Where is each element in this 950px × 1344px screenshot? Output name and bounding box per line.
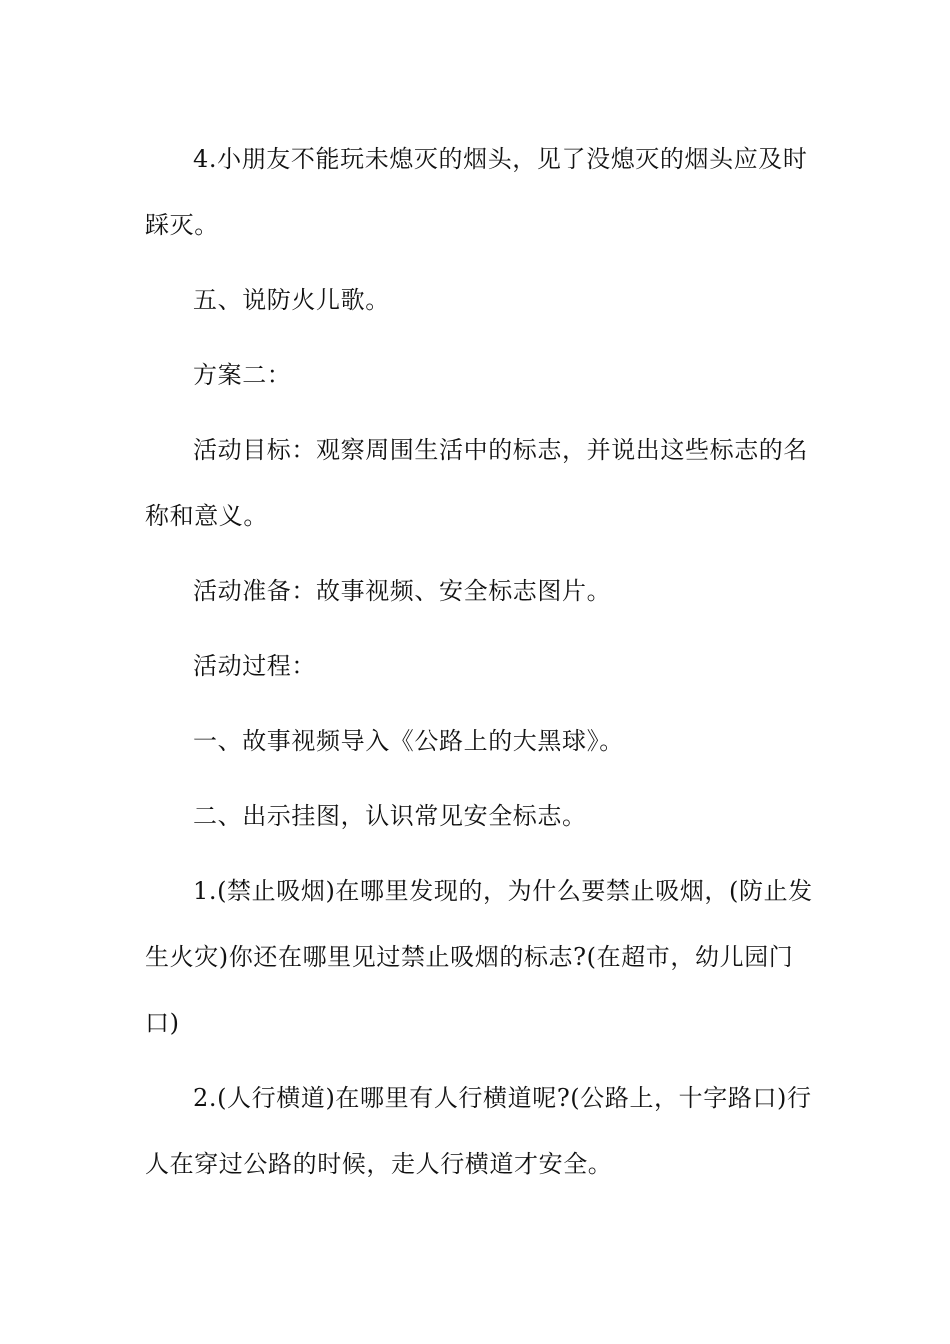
- paragraph-step-two: [145, 783, 810, 849]
- text-line: 人在穿过公路的时候，走人行横道才安全。: [145, 1150, 613, 1178]
- text-line: 方案二：: [193, 361, 292, 389]
- text-line: 五、说防火儿歌。: [193, 286, 390, 314]
- paragraph-activity-preparation: [145, 558, 810, 624]
- paragraph-plan-two-heading: [145, 342, 810, 408]
- text-line: 2.(人行横道)在哪里有人行横道呢?(公路上，十字路口)行: [193, 1084, 812, 1112]
- paragraph-crosswalk-sign: [145, 1065, 810, 1197]
- paragraph-activity-process: [145, 633, 810, 699]
- text-line: 踩灭。: [145, 211, 219, 239]
- text-line: 4.小朋友不能玩未熄灭的烟头，见了没熄灭的烟头应及时: [193, 145, 808, 173]
- text-line: 称和意义。: [145, 502, 268, 530]
- document-body: [145, 126, 813, 1197]
- text-line: 活动准备：故事视频、安全标志图片。: [193, 577, 612, 605]
- paragraph-section-five: [145, 267, 810, 333]
- paragraph-activity-goal: [145, 417, 810, 549]
- text-line: 生火灾)你还在哪里见过禁止吸烟的标志?(在超市，幼儿园门: [145, 943, 794, 971]
- text-line: 活动过程：: [193, 652, 316, 680]
- text-line: 1.(禁止吸烟)在哪里发现的，为什么要禁止吸烟，(防止发: [193, 877, 813, 905]
- text-line: 二、出示挂图，认识常见安全标志。: [193, 802, 587, 830]
- text-line: 一、故事视频导入《公路上的大黑球》。: [193, 727, 624, 755]
- paragraph-step-one: [145, 708, 810, 774]
- paragraph-no-smoking-sign: [145, 858, 813, 1056]
- paragraph-fire-safety-4: [145, 126, 810, 258]
- text-line: 口): [145, 1009, 180, 1037]
- text-line: 活动目标：观察周围生活中的标志，并说出这些标志的名: [193, 436, 808, 464]
